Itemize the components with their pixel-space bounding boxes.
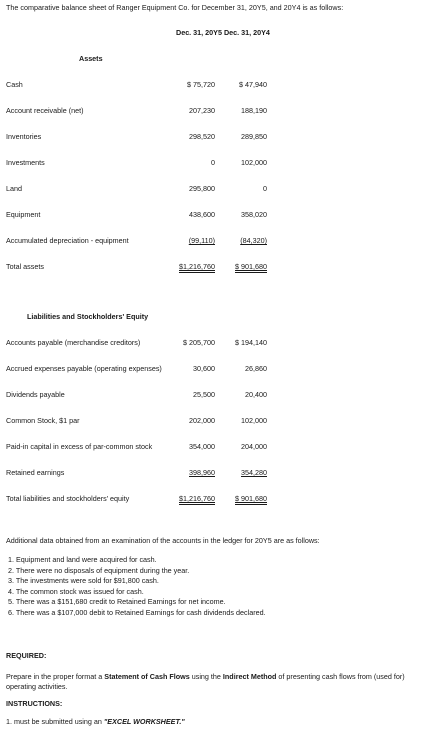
liab-label-common-stock: Common Stock, $1 par xyxy=(6,416,80,425)
required-bold-method: Indirect Method xyxy=(222,672,277,681)
asset-receivable-y5: 207,230 xyxy=(189,106,215,115)
liab-retained-earnings-y4: 354,280 xyxy=(241,468,267,477)
note-item-4: 4. The common stock was issued for cash. xyxy=(8,586,144,596)
note-item-6: 6. There was a $107,000 debit to Retained Earnings for cash dividends declared. xyxy=(8,607,266,617)
asset-label-cash: Cash xyxy=(6,80,23,89)
note-item-5: 5. There was a $151,680 credit to Retained Earnings for net income. xyxy=(8,597,226,606)
liab-label-retained-earnings: Retained earnings xyxy=(6,468,65,477)
liab-label-paid-in-capital: Paid-in capital in excess of par-common stock xyxy=(6,442,153,451)
liab-accounts-payable-y5: $ 205,700 xyxy=(183,338,215,347)
asset-cash-y5: $ 75,720 xyxy=(187,80,215,89)
assets-heading: Assets xyxy=(79,54,103,63)
asset-label-land: Land xyxy=(6,184,22,193)
column-header: Dec. 31, 20Y5 Dec. 31, 20Y4 xyxy=(176,28,270,37)
asset-investments-y4: 102,000 xyxy=(241,158,267,167)
instructions-item: 1. must be submitted using an "EXCEL WORKSHEET." xyxy=(6,717,185,726)
required-heading: REQUIRED: xyxy=(6,651,47,660)
liab-dividends-payable-y5: 25,500 xyxy=(193,390,215,399)
liab-total-y4: $ 901,680 xyxy=(235,494,267,503)
liab-label-accrued-expenses: Accrued expenses payable (operating expenses) xyxy=(6,364,162,373)
asset-receivable-y4: 188,190 xyxy=(241,106,267,115)
note-item-1: 1. Equipment and land were acquired for cash. xyxy=(8,555,157,564)
asset-equipment-y5: 438,600 xyxy=(189,210,215,219)
liab-label-dividends-payable: Dividends payable xyxy=(6,390,65,399)
asset-label-investments: Investments xyxy=(6,158,45,167)
asset-label-equipment: Equipment xyxy=(6,210,41,219)
notes-intro: Additional data obtained from an examination of the accounts in the ledger for 20Y5 are as follows: xyxy=(6,536,320,545)
liab-dividends-payable-y4: 20,400 xyxy=(245,390,267,399)
liab-retained-earnings-y5: 398,960 xyxy=(189,468,215,477)
liab-accrued-expenses-y5: 30,600 xyxy=(193,364,215,373)
asset-investments-y5: 0 xyxy=(211,158,215,167)
asset-land-y5: 295,800 xyxy=(189,184,215,193)
asset-accum-depr-y4: (84,320) xyxy=(240,236,267,245)
liab-label-accounts-payable: Accounts payable (merchandise creditors) xyxy=(6,338,141,347)
asset-label-inventories: Inventories xyxy=(6,132,42,141)
asset-cash-y4: $ 47,940 xyxy=(239,80,267,89)
liab-paid-in-capital-y4: 204,000 xyxy=(241,442,267,451)
asset-total-y4: $ 901,680 xyxy=(235,262,267,271)
liab-paid-in-capital-y5: 354,000 xyxy=(189,442,215,451)
liab-common-stock-y5: 202,000 xyxy=(189,416,215,425)
liab-common-stock-y4: 102,000 xyxy=(241,416,267,425)
note-item-2: 2. There were no disposals of equipment during the year. xyxy=(8,565,190,575)
asset-label-accum-depr: Accumulated depreciation - equipment xyxy=(6,236,129,245)
asset-label-total: Total assets xyxy=(6,262,44,271)
liab-label-total: Total liabilities and stockholders' equity xyxy=(6,494,130,503)
asset-label-receivable: Account receivable (net) xyxy=(6,106,84,115)
required-text: Prepare in the proper format a Statement of Cash Flows using the Indirect Method of presenting cash flows from (used for) operating activities. xyxy=(6,672,405,692)
intro-text: The comparative balance sheet of Ranger Equipment Co. for December 31, 20Y5, and 20Y4 is as follows: xyxy=(6,3,344,12)
asset-total-y5: $1,216,760 xyxy=(179,262,215,271)
liab-accrued-expenses-y4: 26,860 xyxy=(245,364,267,373)
liabilities-heading: Liabilities and Stockholders' Equity xyxy=(27,312,149,321)
asset-land-y4: 0 xyxy=(263,184,267,193)
asset-inventories-y5: 298,520 xyxy=(189,132,215,141)
note-item-3: 3. The investments were sold for $91,800 cash. xyxy=(8,576,159,585)
asset-equipment-y4: 358,020 xyxy=(241,210,267,219)
asset-inventories-y4: 289,850 xyxy=(241,132,267,141)
required-bold-statement: Statement of Cash Flows xyxy=(104,672,190,681)
instructions-emphasis: "EXCEL WORKSHEET." xyxy=(103,717,185,726)
instructions-heading: INSTRUCTIONS: xyxy=(6,699,63,708)
liab-accounts-payable-y4: $ 194,140 xyxy=(235,338,267,347)
liab-total-y5: $1,216,760 xyxy=(179,494,215,503)
asset-accum-depr-y5: (99,110) xyxy=(188,236,215,245)
